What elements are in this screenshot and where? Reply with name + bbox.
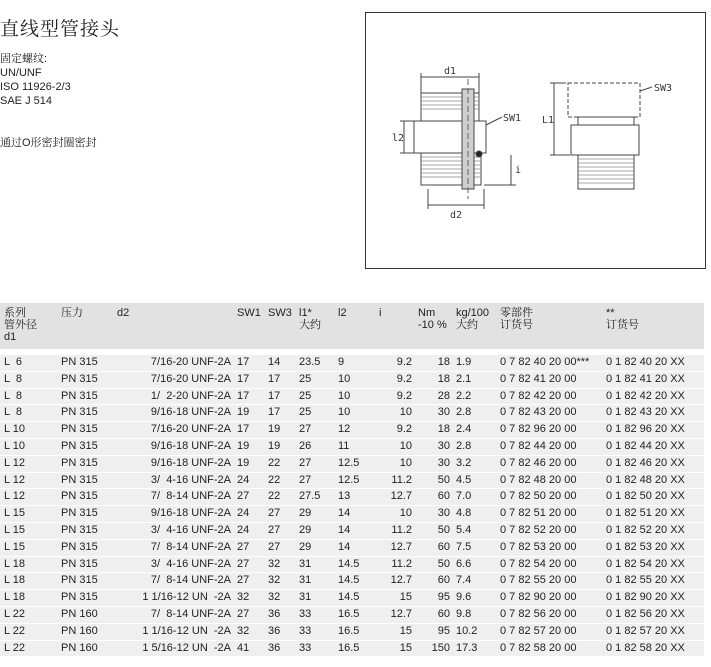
table-cell: 7.0: [452, 489, 496, 506]
table-cell: 25: [295, 388, 334, 405]
table-cell: 60: [414, 573, 452, 590]
column-header-line: 订货号: [500, 319, 533, 331]
table-cell: 11: [334, 438, 375, 455]
technical-drawing: [365, 12, 706, 269]
column-header-line: 大约: [299, 319, 321, 331]
table-cell: 10.2: [452, 623, 496, 640]
table-row: [0, 590, 704, 607]
table-cell: 0 1 82 52 20 XX: [602, 522, 704, 539]
table-header-row: [0, 303, 704, 349]
table-row: [0, 573, 704, 590]
page-title: 直线型管接头: [0, 19, 121, 40]
column-header-line: i: [379, 307, 382, 319]
table-cell: 0 7 82 90 20 00: [496, 590, 602, 607]
table-cell: 12.7: [375, 573, 414, 590]
label-sw1: SW1: [503, 113, 522, 124]
table-cell: PN 315: [57, 388, 113, 405]
table-cell: L 22: [0, 606, 57, 623]
table-cell: 26: [295, 438, 334, 455]
table-cell: 27: [295, 472, 334, 489]
table-cell: 14.5: [334, 556, 375, 573]
table-row: [0, 522, 704, 539]
table-cell: PN 160: [57, 640, 113, 657]
table-cell: 3/ 4-16 UNF-2A: [113, 472, 233, 489]
column-header-line: 零部件: [500, 307, 533, 319]
table-cell: 27: [295, 455, 334, 472]
table-cell: PN 315: [57, 556, 113, 573]
table-cell: 0 1 82 96 20 XX: [602, 422, 704, 439]
table-cell: 95: [414, 623, 452, 640]
table-cell: 22: [264, 489, 295, 506]
table-cell: 33: [295, 606, 334, 623]
label-l2: l2: [392, 133, 405, 144]
table-cell: 15: [375, 590, 414, 607]
table-cell: 23.5: [295, 355, 334, 371]
table-cell: 60: [414, 539, 452, 556]
table-cell: 1.9: [452, 355, 496, 371]
table-cell: 11.2: [375, 556, 414, 573]
table-cell: 9.6: [452, 590, 496, 607]
table-cell: PN 160: [57, 606, 113, 623]
table-cell: 12.5: [334, 455, 375, 472]
table-cell: 0 7 82 50 20 00: [496, 489, 602, 506]
table-cell: 19: [233, 455, 264, 472]
table-row: [0, 422, 704, 439]
table-cell: 150: [414, 640, 452, 657]
table-cell: 33: [295, 623, 334, 640]
table-cell: L 8: [0, 405, 57, 422]
label-i: i: [515, 165, 522, 176]
table-cell: 10: [375, 438, 414, 455]
table-cell: 2.8: [452, 438, 496, 455]
table-cell: 12.7: [375, 539, 414, 556]
table-cell: 0 7 82 58 20 00: [496, 640, 602, 657]
table-cell: PN 315: [57, 355, 113, 371]
table-cell: 7/ 8-14 UNF-2A: [113, 573, 233, 590]
table-cell: 30: [414, 438, 452, 455]
table-cell: 0 1 82 41 20 XX: [602, 371, 704, 388]
table-cell: L 18: [0, 573, 57, 590]
table-cell: 7/ 8-14 UNF-2A: [113, 606, 233, 623]
table-cell: 17: [264, 388, 295, 405]
table-cell: 9.8: [452, 606, 496, 623]
table-cell: PN 315: [57, 472, 113, 489]
table-cell: 22: [264, 472, 295, 489]
table-cell: 9: [334, 355, 375, 371]
table-cell: 15: [375, 623, 414, 640]
table-cell: 9/16-18 UNF-2A: [113, 506, 233, 523]
table-cell: 24: [233, 472, 264, 489]
column-header-line: d2: [117, 307, 130, 319]
table-cell: 19: [264, 422, 295, 439]
table-row: [0, 606, 704, 623]
table-cell: 0 7 82 51 20 00: [496, 506, 602, 523]
table-cell: 9.2: [375, 388, 414, 405]
table-cell: 13: [334, 489, 375, 506]
table-cell: L 15: [0, 506, 57, 523]
table-row: [0, 539, 704, 556]
table-cell: 33: [295, 640, 334, 657]
table-cell: 60: [414, 606, 452, 623]
table-cell: 0 7 82 53 20 00: [496, 539, 602, 556]
thread-heading: 固定螺纹:: [0, 53, 48, 65]
table-cell: 27: [233, 489, 264, 506]
table-row: [0, 455, 704, 472]
label-sw3: SW3: [654, 83, 673, 94]
table-cell: 0 1 82 48 20 XX: [602, 472, 704, 489]
label-d2: d2: [450, 210, 463, 221]
column-header-line: SW3: [268, 307, 292, 319]
column-header-line: **: [606, 307, 615, 319]
table-cell: 7/16-20 UNF-2A: [113, 355, 233, 371]
table-cell: 36: [264, 640, 295, 657]
table-cell: 0 7 82 40 20 00***: [496, 355, 602, 371]
table-cell: 14.5: [334, 590, 375, 607]
table-cell: 16.5: [334, 640, 375, 657]
table-cell: 0 7 82 44 20 00: [496, 438, 602, 455]
table-cell: 25: [295, 371, 334, 388]
table-row: [0, 371, 704, 388]
table-cell: PN 315: [57, 422, 113, 439]
table-cell: PN 315: [57, 455, 113, 472]
table-cell: 3.2: [452, 455, 496, 472]
table-cell: PN 315: [57, 489, 113, 506]
table-cell: 50: [414, 472, 452, 489]
table-cell: L 15: [0, 539, 57, 556]
table-cell: L 12: [0, 455, 57, 472]
table-cell: 1/ 2-20 UNF-2A: [113, 388, 233, 405]
table-row: [0, 355, 704, 371]
table-row: [0, 556, 704, 573]
table-row: [0, 438, 704, 455]
table-cell: 0 1 82 51 20 XX: [602, 506, 704, 523]
table-cell: PN 315: [57, 506, 113, 523]
column-header: [264, 303, 295, 349]
table-cell: 27: [233, 606, 264, 623]
side-view: [550, 83, 652, 189]
table-cell: 3/ 4-16 UNF-2A: [113, 556, 233, 573]
table-cell: 27: [264, 522, 295, 539]
column-header-line: 系列: [4, 307, 26, 319]
seal-note: 通过O形密封圈密封: [0, 137, 97, 149]
table-cell: 1 1/16-12 UN -2A: [113, 590, 233, 607]
thread-info: [0, 52, 71, 108]
table-cell: PN 160: [57, 623, 113, 640]
table-cell: 0 1 82 57 20 XX: [602, 623, 704, 640]
table-cell: 0 7 82 42 20 00: [496, 388, 602, 405]
table-cell: 22: [264, 455, 295, 472]
table-cell: 9/16-18 UNF-2A: [113, 438, 233, 455]
table-cell: L 12: [0, 472, 57, 489]
table-cell: 10: [334, 371, 375, 388]
column-header-line: l2: [338, 307, 347, 319]
table-cell: L 18: [0, 590, 57, 607]
table-cell: PN 315: [57, 438, 113, 455]
table-cell: 10: [375, 455, 414, 472]
table-row: [0, 623, 704, 640]
column-header: [295, 303, 334, 349]
table-cell: 2.8: [452, 405, 496, 422]
table-cell: 17.3: [452, 640, 496, 657]
table-cell: PN 315: [57, 371, 113, 388]
column-header-line: d1: [4, 331, 17, 343]
column-header: [452, 303, 496, 349]
table-cell: 0 1 82 53 20 XX: [602, 539, 704, 556]
table-cell: 95: [414, 590, 452, 607]
table-cell: 11.2: [375, 522, 414, 539]
table-cell: 12.7: [375, 489, 414, 506]
table-cell: 16.5: [334, 623, 375, 640]
table-cell: L 8: [0, 388, 57, 405]
table-cell: 32: [264, 573, 295, 590]
table-cell: 7/16-20 UNF-2A: [113, 371, 233, 388]
table-row: [0, 640, 704, 657]
table-cell: 4.8: [452, 506, 496, 523]
column-header-line: -10 %: [418, 319, 447, 331]
table-cell: 30: [414, 405, 452, 422]
table-cell: 0 7 82 57 20 00: [496, 623, 602, 640]
table-cell: 17: [264, 405, 295, 422]
table-cell: 41: [233, 640, 264, 657]
table-cell: 9/16-18 UNF-2A: [113, 405, 233, 422]
table-cell: 11.2: [375, 472, 414, 489]
column-header: [334, 303, 375, 349]
table-cell: 2.2: [452, 388, 496, 405]
table-cell: L 12: [0, 489, 57, 506]
table-cell: 9.2: [375, 355, 414, 371]
table-cell: 5.4: [452, 522, 496, 539]
table-cell: 7/ 8-14 UNF-2A: [113, 539, 233, 556]
table-row: [0, 405, 704, 422]
table-cell: 3/ 4-16 UNF-2A: [113, 522, 233, 539]
table-cell: 7.5: [452, 539, 496, 556]
table-cell: 27.5: [295, 489, 334, 506]
column-header-line: 订货号: [606, 319, 639, 331]
table-cell: 9.2: [375, 422, 414, 439]
table-cell: 10: [375, 506, 414, 523]
table-cell: 29: [295, 522, 334, 539]
table-cell: 0 7 82 48 20 00: [496, 472, 602, 489]
column-header: [496, 303, 602, 349]
table-cell: 18: [414, 371, 452, 388]
table-cell: 10: [334, 388, 375, 405]
table-cell: 32: [264, 556, 295, 573]
table-cell: 7/ 8-14 UNF-2A: [113, 489, 233, 506]
table-row: [0, 506, 704, 523]
table-cell: 0 7 82 96 20 00: [496, 422, 602, 439]
thread-line: ISO 11926-2/3: [0, 81, 71, 93]
table-cell: 25: [295, 405, 334, 422]
column-header-line: SW1: [237, 307, 261, 319]
table-cell: 0 1 82 90 20 XX: [602, 590, 704, 607]
table-cell: 17: [233, 355, 264, 371]
table-cell: 19: [233, 438, 264, 455]
table-cell: 1 1/16-12 UN -2A: [113, 623, 233, 640]
label-d1: d1: [444, 66, 457, 77]
table-cell: 0 1 82 40 20 XX: [602, 355, 704, 371]
table-cell: L 8: [0, 371, 57, 388]
table-row: [0, 388, 704, 405]
table-cell: 1 5/16-12 UN -2A: [113, 640, 233, 657]
table-cell: 0 7 82 46 20 00: [496, 455, 602, 472]
table-cell: 36: [264, 606, 295, 623]
table-cell: 14.5: [334, 573, 375, 590]
table-cell: 27: [233, 539, 264, 556]
label-l1: L1: [542, 115, 555, 126]
table-cell: 31: [295, 573, 334, 590]
column-header-line: kg/100: [456, 307, 490, 319]
table-cell: 27: [233, 556, 264, 573]
table-cell: 18: [414, 355, 452, 371]
table-cell: 12.7: [375, 606, 414, 623]
table-cell: 9.2: [375, 371, 414, 388]
table-cell: 31: [295, 590, 334, 607]
table-cell: 6.6: [452, 556, 496, 573]
table-cell: 27: [264, 506, 295, 523]
table-cell: 36: [264, 623, 295, 640]
table-cell: 12.5: [334, 472, 375, 489]
table-cell: 19: [233, 405, 264, 422]
table-cell: 14: [334, 539, 375, 556]
table-cell: 2.4: [452, 422, 496, 439]
table-cell: 28: [414, 388, 452, 405]
table-cell: L 10: [0, 438, 57, 455]
table-row: [0, 472, 704, 489]
table-cell: 31: [295, 556, 334, 573]
table-cell: 4.5: [452, 472, 496, 489]
column-header: [57, 303, 113, 349]
table-cell: PN 315: [57, 590, 113, 607]
column-header: [375, 303, 414, 349]
table-cell: PN 315: [57, 539, 113, 556]
table-cell: 16.5: [334, 606, 375, 623]
table-cell: 29: [295, 506, 334, 523]
thread-line: UN/UNF: [0, 67, 42, 79]
fitting-drawing-svg: [366, 13, 705, 268]
column-header-line: 管外径: [4, 319, 37, 331]
table-cell: 7.4: [452, 573, 496, 590]
column-header: [602, 303, 704, 349]
table-cell: 0 1 82 58 20 XX: [602, 640, 704, 657]
table-cell: 0 7 82 52 20 00: [496, 522, 602, 539]
table-cell: 19: [264, 438, 295, 455]
table-cell: PN 315: [57, 522, 113, 539]
table-cell: 14: [334, 506, 375, 523]
table-cell: 2.1: [452, 371, 496, 388]
column-header-line: Nm: [418, 307, 436, 319]
table-cell: 9/16-18 UNF-2A: [113, 455, 233, 472]
table-cell: 24: [233, 522, 264, 539]
table-cell: 24: [233, 506, 264, 523]
table-cell: PN 315: [57, 405, 113, 422]
table-cell: 0 7 82 56 20 00: [496, 606, 602, 623]
table-cell: 0 1 82 43 20 XX: [602, 405, 704, 422]
table-cell: L 18: [0, 556, 57, 573]
table-cell: 0 7 82 55 20 00: [496, 573, 602, 590]
table-cell: 0 1 82 42 20 XX: [602, 388, 704, 405]
table-cell: 14: [334, 522, 375, 539]
table-cell: 15: [375, 640, 414, 657]
table-cell: 7/16-20 UNF-2A: [113, 422, 233, 439]
table-cell: 10: [375, 405, 414, 422]
table-cell: 60: [414, 489, 452, 506]
product-table: [0, 303, 704, 657]
table-cell: 14: [264, 355, 295, 371]
table-cell: 0 1 82 56 20 XX: [602, 606, 704, 623]
column-header-line: l1*: [299, 307, 312, 319]
table-cell: L 22: [0, 640, 57, 657]
table-cell: 27: [295, 422, 334, 439]
table-cell: L 6: [0, 355, 57, 371]
table-cell: L 15: [0, 522, 57, 539]
table-cell: 0 1 82 50 20 XX: [602, 489, 704, 506]
column-header: [414, 303, 452, 349]
table-cell: 0 7 82 43 20 00: [496, 405, 602, 422]
table-cell: 32: [264, 590, 295, 607]
table-cell: 50: [414, 522, 452, 539]
table-cell: 0 1 82 54 20 XX: [602, 556, 704, 573]
table-cell: 32: [233, 590, 264, 607]
column-header-line: 压力: [61, 307, 83, 319]
table-cell: 10: [334, 405, 375, 422]
column-header-line: 大约: [456, 319, 478, 331]
table-cell: 32: [233, 623, 264, 640]
table-cell: L 10: [0, 422, 57, 439]
table-cell: 0 1 82 44 20 XX: [602, 438, 704, 455]
table-cell: 17: [233, 422, 264, 439]
section-view: [400, 73, 516, 209]
table-cell: 0 1 82 46 20 XX: [602, 455, 704, 472]
table-cell: 27: [233, 573, 264, 590]
table-cell: 29: [295, 539, 334, 556]
thread-line: SAE J 514: [0, 95, 52, 107]
column-header: [113, 303, 233, 349]
table-cell: L 22: [0, 623, 57, 640]
table-cell: 17: [233, 371, 264, 388]
table-cell: 0 1 82 55 20 XX: [602, 573, 704, 590]
table-cell: 30: [414, 506, 452, 523]
table-cell: PN 315: [57, 573, 113, 590]
column-header: [0, 303, 57, 349]
table-cell: 0 7 82 41 20 00: [496, 371, 602, 388]
table-cell: 12: [334, 422, 375, 439]
table-cell: 50: [414, 556, 452, 573]
table-cell: 17: [264, 371, 295, 388]
table-cell: 0 7 82 54 20 00: [496, 556, 602, 573]
table-row: [0, 489, 704, 506]
table-cell: 17: [233, 388, 264, 405]
table-cell: 30: [414, 455, 452, 472]
column-header: [233, 303, 264, 349]
table-cell: 18: [414, 422, 452, 439]
table-cell: 27: [264, 539, 295, 556]
